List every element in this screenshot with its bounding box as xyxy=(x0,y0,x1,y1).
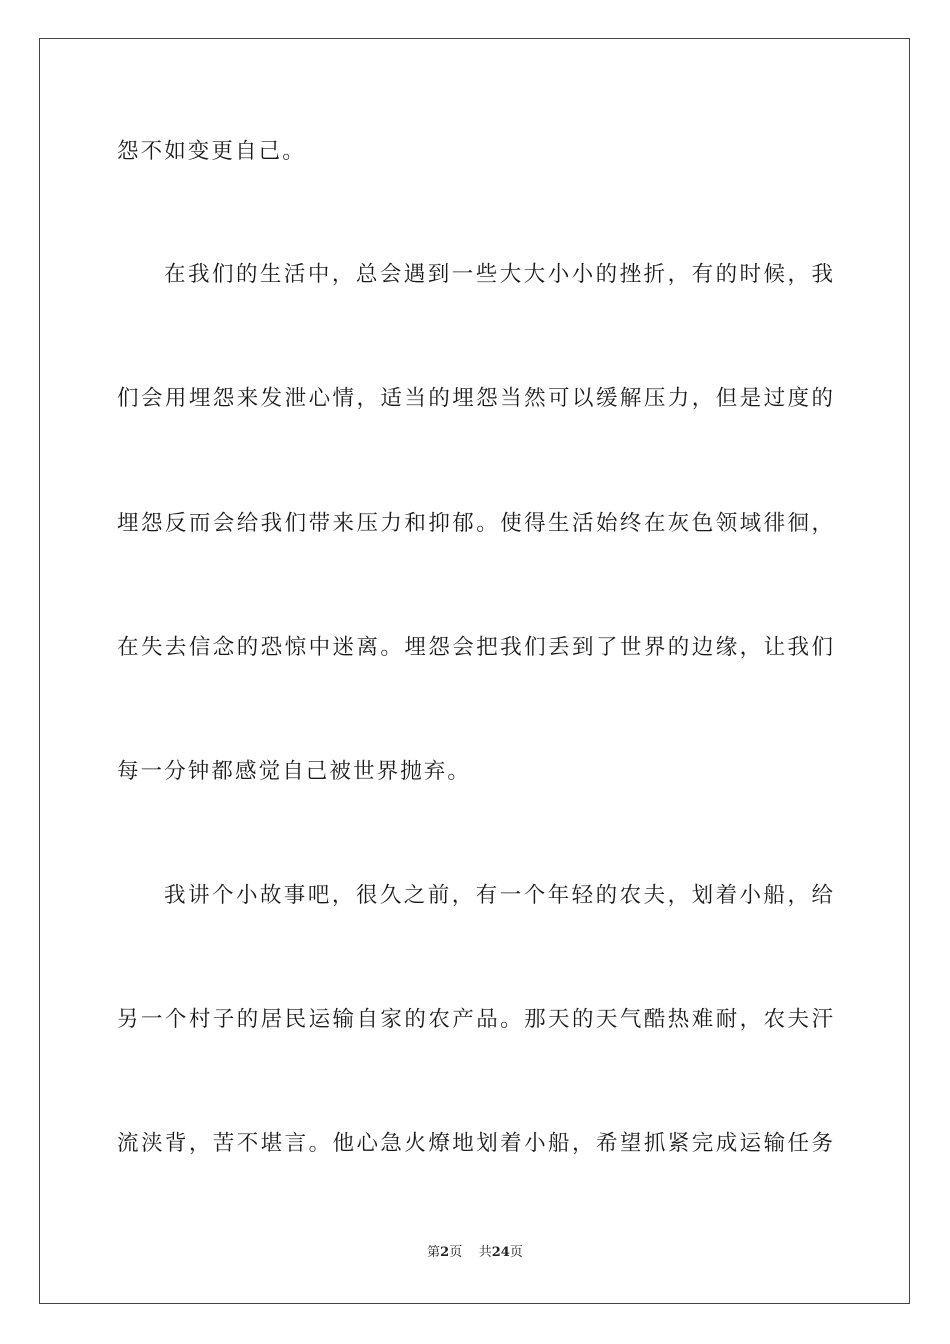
text-line: 们会用埋怨来发泄心情，适当的埋怨当然可以缓解压力，但是过度的 xyxy=(117,386,833,411)
text-line: 我讲个小故事吧，很久之前，有一个年轻的农夫，划着小船，给 xyxy=(164,883,833,908)
page-number: 2 xyxy=(440,1245,450,1260)
text-line: 在失去信念的恐惊中迷离。埋怨会把我们丢到了世界的边缘，让我们 xyxy=(117,635,833,660)
page-border xyxy=(39,38,910,1304)
page-prefix: 第 xyxy=(427,1245,441,1260)
total-suffix: 页 xyxy=(509,1245,523,1260)
page-suffix: 页 xyxy=(449,1245,463,1260)
text-line: 埋怨反而会给我们带来压力和抑郁。使得生活始终在灰色领域徘徊， xyxy=(117,511,833,536)
page-footer xyxy=(0,1244,950,1262)
text-line: 在我们的生活中，总会遇到一些大大小小的挫折，有的时候，我 xyxy=(164,262,833,287)
text-line: 另一个村子的居民运输自家的农产品。那天的天气酷热难耐，农夫汗 xyxy=(117,1007,833,1032)
text-line: 怨不如变更自己。 xyxy=(117,139,306,164)
total-pages: 24 xyxy=(491,1245,510,1260)
total-prefix: 共 xyxy=(478,1245,492,1260)
text-line: 流浃背，苦不堪言。他心急火燎地划着小船，希望抓紧完成运输任务 xyxy=(117,1131,833,1156)
text-line: 每一分钟都感觉自己被世界抛弃。 xyxy=(117,759,472,784)
